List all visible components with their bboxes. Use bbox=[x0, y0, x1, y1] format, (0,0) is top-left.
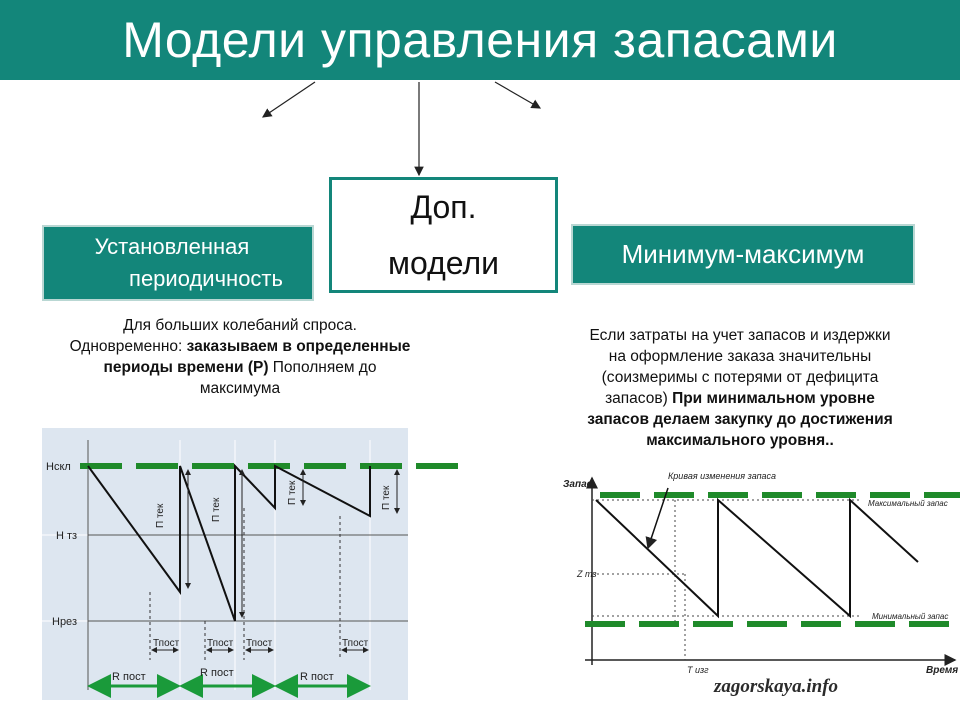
left-desc-l2-bold: заказываем в определенные bbox=[186, 338, 411, 355]
watermark-text: zagorskaya.info bbox=[714, 676, 839, 697]
tpost-label-2: Тпост bbox=[207, 638, 234, 649]
max-stock-label: Максимальный запас bbox=[868, 499, 948, 508]
right-desc-line2: на оформление заказа значительны bbox=[608, 348, 872, 365]
tpost-label-3: Тпост bbox=[246, 638, 273, 649]
left-desc-l3-plain: Пополняем до bbox=[268, 359, 377, 376]
curve-label-text: Кривая изменения запаса bbox=[668, 471, 777, 481]
min-max-box: Минимум-максимум bbox=[571, 224, 915, 285]
ptek-label-1: П тек bbox=[155, 503, 166, 528]
left-desc-l2-plain: Одновременно: bbox=[69, 338, 187, 355]
right-y-axis-label: Запас bbox=[563, 479, 593, 490]
t-label: Т изг bbox=[687, 665, 709, 675]
right-desc-line3: (соизмеримы с потерями от дефицита bbox=[601, 369, 879, 386]
right-desc-line1: Если затраты на учет запасов и издержки bbox=[589, 327, 891, 344]
left-y-label-top: Нскл bbox=[46, 461, 71, 473]
right-desc-l4-bold: При минимальном уровне bbox=[672, 390, 875, 407]
right-desc-l6-bold: максимального уровня.. bbox=[646, 432, 834, 449]
tpost-label-4: Тпост bbox=[342, 638, 369, 649]
left-y-label-mid: Н тз bbox=[56, 530, 78, 542]
additional-models-line1: Доп. bbox=[410, 189, 477, 225]
z-label: Z тз bbox=[577, 569, 597, 579]
min-stock-label: Минимальный запас bbox=[872, 612, 949, 621]
left-desc-line1: Для больших колебаний спроса. bbox=[123, 317, 357, 334]
curve-label bbox=[668, 471, 776, 481]
right-x-axis-label: Время bbox=[926, 665, 959, 676]
fixed-period-line1: Установленная bbox=[94, 234, 250, 259]
right-desc-l4-plain: запасов) bbox=[605, 390, 673, 407]
left-y-label-low: Нрез bbox=[52, 616, 77, 628]
rpost-label-1: R пост bbox=[112, 671, 146, 683]
additional-models-line2: модели bbox=[387, 245, 500, 281]
ptek-label-4: П тек bbox=[381, 485, 392, 510]
ptek-label-2: П тек bbox=[211, 497, 222, 522]
right-desc-l5-bold: запасов делаем закупку до достижения bbox=[587, 411, 893, 428]
tpost-label-1: Тпост bbox=[153, 638, 180, 649]
page-title: Модели управления запасами bbox=[0, 0, 960, 80]
fixed-period-line2: периодичность bbox=[129, 266, 283, 291]
left-desc-l3-bold: периоды времени (Р) bbox=[103, 359, 269, 376]
ptek-label-3: П тек bbox=[287, 480, 298, 505]
right-stock-curve bbox=[596, 500, 918, 616]
rpost-label-3: R пост bbox=[300, 671, 334, 683]
left-desc-line4: максимума bbox=[199, 380, 281, 397]
rpost-label-2: R пост bbox=[200, 667, 234, 679]
